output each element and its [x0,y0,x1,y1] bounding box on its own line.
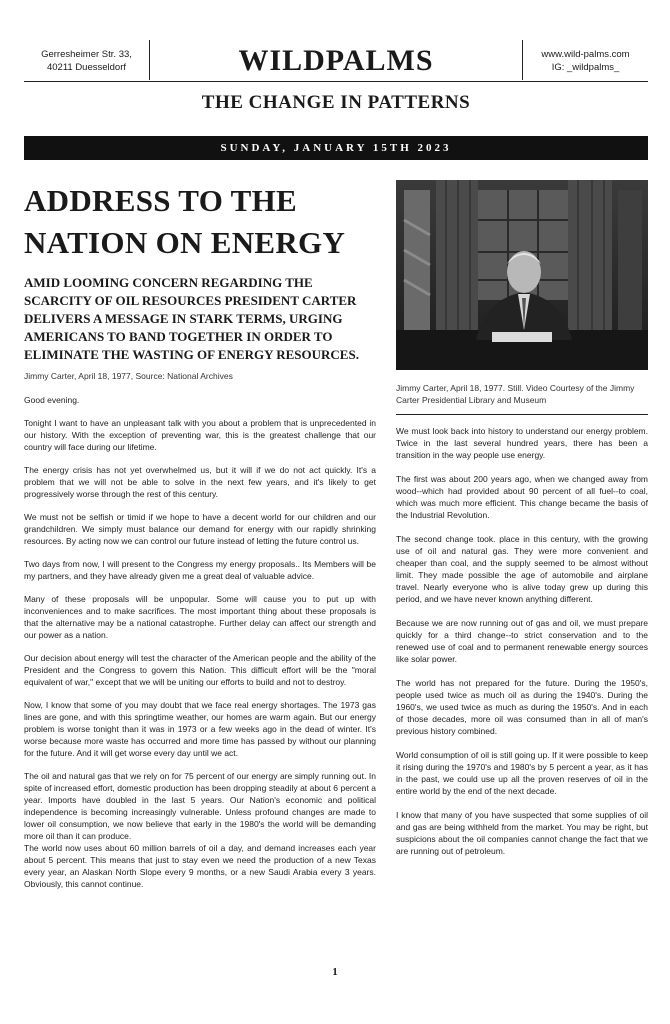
instagram-handle[interactable]: IG: _wildpalms_ [551,62,620,73]
article-paragraph: Because we are now running out of gas and oil, we must prepare quickly for a third change--to strict conservation and to the renewed use of coal and to permanent renewable energy sources like solar power. [396,618,648,664]
article-headline: ADDRESS TO THE NATION ON ENERGY [24,183,346,260]
main-article-column [24,180,376,901]
photo-caption: Jimmy Carter, April 18, 1977. Still. Video Courtesy of the Jimmy Carter Presidential Library and Museum [396,383,635,405]
publisher-contact [522,40,648,80]
article-paragraph: Good evening. [24,395,80,405]
caption-divider [396,414,648,415]
article-paragraph: I know that many of you have suspected that some supplies of oil and gas are being withheld from the market. You may be right, but suspicions about the oil companies cannot change the fact that we are running out of petroleum. [396,810,648,856]
president-speech-still [396,180,648,370]
section-title: THE CHANGE IN PATTERNS [201,92,471,113]
masthead [24,40,648,82]
article-paragraph: The world now uses about 60 million barrels of oil a day, and demand increases each year about 5 percent. This means that just to stay even we need the production of a new Texas every year, an Alaskan North Slope every 9 months, or a new Saudi Arabia every 3 years. Obviously, this cannot continue. [24,843,376,889]
article-paragraph: The second change took. place in this century, with the growing use of oil and natural gas. They were more convenient and cheaper than coal, and the supply seemed to be almost without limit. They made possible the age of automobile and airplane travel. Nearly everyone who is alive today grew up during this period, and we have never known anything different. [396,534,648,604]
publication-name: WILDPALMS [238,44,434,77]
article-paragraph: We must look back into history to understand our energy problem. Twice in the last several hundred years, there has been a transition in the way people use energy. [396,426,648,460]
website-link[interactable]: www.wild-palms.com [541,49,630,60]
article-paragraph: Many of these proposals will be unpopular. Some will cause you to put up with inconveniences and to make sacrifices. The most important thing about these proposals is that the alternative may be a national catastrophe. Further delay can affect our strength and our power as a nation. [24,594,376,640]
article-byline: Jimmy Carter, April 18, 1977, Source: National Archives [24,371,233,381]
article-photo [396,180,648,370]
article-paragraph: The world has not prepared for the future. During the 1950's, people used twice as much oil as during the 1940's. During the 1960's, we used twice as much as during the 1950's. And in each of those decades, more oil was consumed than in all of man's previous history combined. [396,678,648,736]
article-paragraph: Two days from now, I will present to the Congress my energy proposals.. Its Members will be my partners, and they have already given me a great deal of valuable advice. [24,559,376,581]
article-paragraph: The energy crisis has not yet overwhelmed us, but it will if we do not act quickly. It's a problem that we will not be able to solve in the next few years, and it's likely to get progressively worse through the rest of this century. [24,465,376,499]
article-paragraph: Tonight I want to have an unpleasant talk with you about a problem that is unprecedented in our history. With the exception of preventing war, this is the greatest challenge that our country will face during our lifetime. [24,418,376,452]
side-column [396,180,648,869]
article-paragraph: Now, I know that some of you may doubt that we face real energy shortages. The 1973 gas lines are gone, and with this springtime weather, our homes are warm again. But our energy problem is worse tonight than it was in 1973 or a few weeks ago in the dead of winter. It's worse because more waste has occurred and more time has passed by without our planning for the future. And it will get worse every day until we act. [24,700,376,758]
publisher-address [24,40,150,80]
article-paragraph: World consumption of oil is still going up. If it were possible to keep it rising during the 1970's and 1980's by 5 percent a year, as it has in the past, we could use up all the proven reserves of oil in the entire world by the end of the next decade. [396,750,648,796]
article-paragraph: The oil and natural gas that we rely on for 75 percent of our energy are simply running out. In spite of increased effort, domestic production has been dropping steadily at about 6 percent a year. Imports have doubled in the last 5 years. Our Nation's economic and political independence is becoming increasingly vulnerable. Unless profound changes are made to lower oil consumption, we now believe that early in the 1980's the world will be demanding more oil than it can produce. [24,771,376,841]
address-line-1: Gerresheimer Str. 33, [41,49,132,60]
article-paragraph: We must not be selfish or timid if we hope to have a decent world for our children and our grandchildren. We simply must balance our demand for energy with our rapidly shrinking resources. By acting now we can control our future instead of letting the future control us. [24,512,376,546]
page-number: 1 [332,966,338,978]
article-subhead: AMID LOOMING CONCERN REGARDING THE SCARCITY OF OIL RESOURCES PRESIDENT CARTER DELIVERS A MESSAGE IN STARK TERMS, URGING AMERICANS TO BAND TOGETHER IN ORDER TO ELIMINATE THE WASTING OF ENERGY RESOURCES. [24,275,359,362]
article-paragraph: Our decision about energy will test the character of the American people and the ability of the President and the Congress to govern this Nation. This difficult effort will be the "moral equivalent of war," except that we will be uniting our efforts to build and not to destroy. [24,653,376,687]
address-line-2: 40211 Duesseldorf [46,62,127,73]
article-paragraph: The first was about 200 years ago, when we changed away from wood--which had provided about 90 percent of all fuel--to coal, which was much more efficient. This change became the basis of the Industrial Revolution. [396,474,648,520]
issue-date-bar: SUNDAY, JANUARY 15TH 2023 [24,136,648,160]
